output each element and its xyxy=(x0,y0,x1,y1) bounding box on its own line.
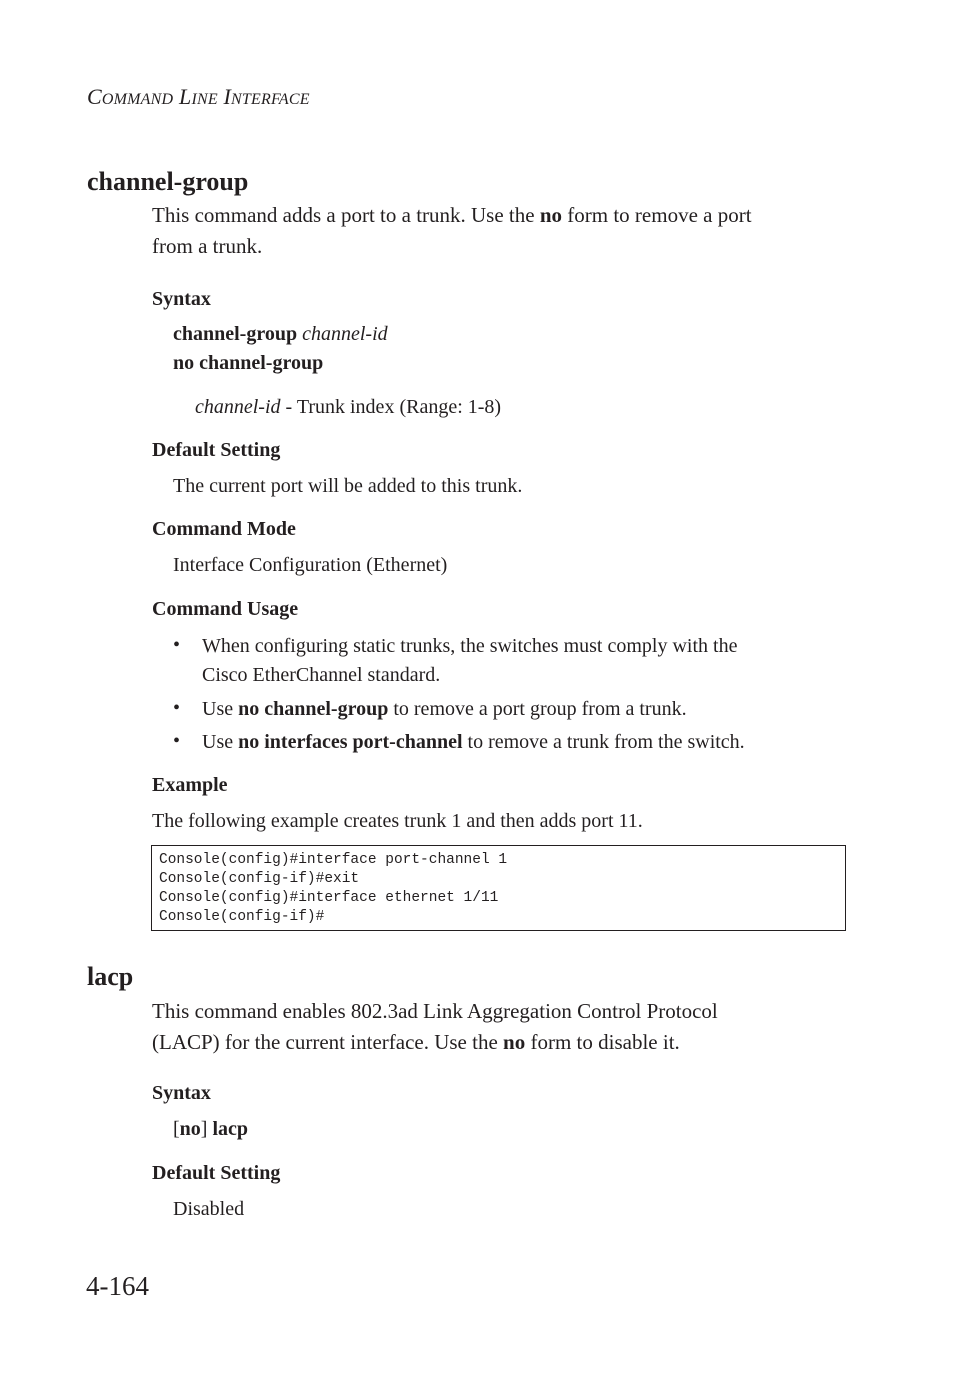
channel-group-description-line-2: from a trunk. xyxy=(152,234,263,258)
command-mode-heading: Command Mode xyxy=(152,518,296,540)
code-line: Console(config-if)#exit xyxy=(159,871,360,887)
lacp-default-setting-heading: Default Setting xyxy=(152,1162,281,1184)
bullet-3: • xyxy=(173,730,181,752)
syntax-heading: Syntax xyxy=(152,288,211,310)
lacp-description-line-1: This command enables 802.3ad Link Aggregation Control Protocol xyxy=(152,999,718,1023)
syntax-command: channel-group channel-id xyxy=(173,323,388,345)
command-mode-text: Interface Configuration (Ethernet) xyxy=(173,554,448,576)
default-setting-heading: Default Setting xyxy=(152,439,281,461)
command-usage-heading: Command Usage xyxy=(152,598,299,620)
channel-group-description-line-1: This command adds a port to a trunk. Use the no form to remove a port xyxy=(152,203,752,227)
running-head: COMMAND LINE INTERFACE xyxy=(87,84,310,109)
code-example-box xyxy=(151,845,846,931)
section-title-channel-group: channel-group xyxy=(87,167,249,196)
example-text: The following example creates trunk 1 and then adds port 11. xyxy=(152,810,643,832)
parameter-description: channel-id - Trunk index (Range: 1-8) xyxy=(195,396,502,418)
section-title-lacp: lacp xyxy=(87,962,134,991)
default-setting-text: The current port will be added to this trunk. xyxy=(173,475,523,497)
lacp-syntax-heading: Syntax xyxy=(152,1082,211,1104)
example-heading: Example xyxy=(152,774,228,796)
code-line: Console(config-if)# xyxy=(159,909,325,925)
bullet-2: • xyxy=(173,697,181,719)
page-number: 4-164 xyxy=(86,1271,149,1301)
usage-item-3: Use no interfaces port-channel to remove a trunk from the switch. xyxy=(202,731,745,753)
code-line: Console(config)#interface port-channel 1 xyxy=(159,852,508,868)
syntax-no-command: no channel-group xyxy=(173,352,324,374)
lacp-syntax-command: [no] lacp xyxy=(173,1118,249,1140)
bullet-1: • xyxy=(173,634,181,656)
lacp-description-line-2: (LACP) for the current interface. Use the no form to disable it. xyxy=(152,1030,680,1054)
usage-item-2: Use no channel-group to remove a port group from a trunk. xyxy=(202,698,687,720)
lacp-default-setting-text: Disabled xyxy=(173,1198,245,1220)
usage-item-1-line-2: Cisco EtherChannel standard. xyxy=(202,664,441,686)
usage-item-1-line-1: When configuring static trunks, the switches must comply with the xyxy=(202,635,738,657)
code-line: Console(config)#interface ethernet 1/11 xyxy=(159,890,499,906)
